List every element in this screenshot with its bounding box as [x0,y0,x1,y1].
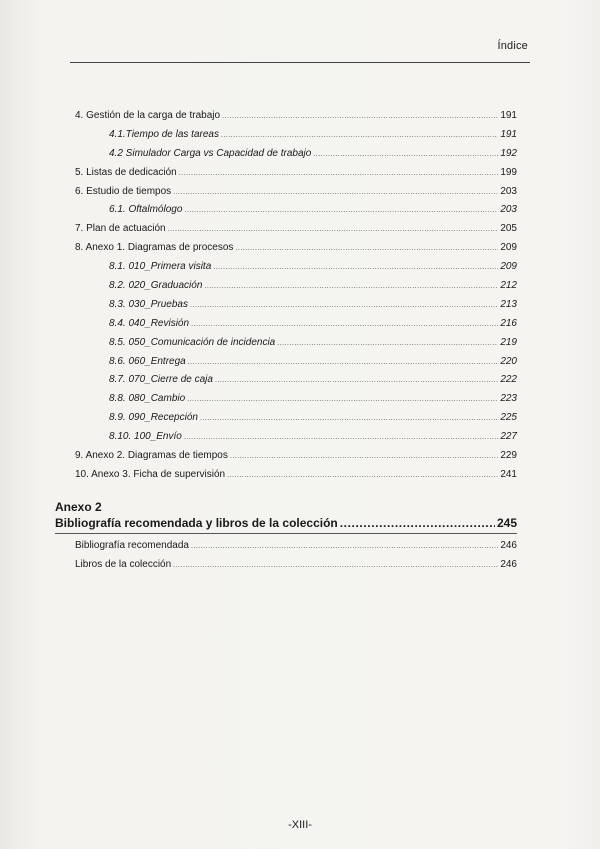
toc-entry-page: 219 [500,336,517,348]
toc-entry-page: 213 [500,298,517,310]
table-of-contents [75,107,517,485]
toc-entry[interactable] [75,296,517,315]
toc-entry-label: 4.1.Tiempo de las tareas [109,128,219,140]
toc-entry-page: 205 [500,223,517,235]
toc-entry[interactable] [75,536,517,555]
dot-leader [168,221,499,240]
toc-entry-page: 209 [500,242,517,254]
dot-leader [188,354,499,373]
dot-leader [173,184,498,203]
toc-entry-label: 8.9. 090_Recepción [109,412,198,424]
toc-entry-page: 225 [500,412,517,424]
annex-section [55,499,517,574]
toc-entry-page: 241 [500,468,517,480]
annex-title: Anexo 2 [55,500,102,514]
dot-leader [204,278,498,297]
dot-leader [230,448,498,467]
toc-entry-label: 8.4. 040_Revisión [109,317,190,329]
toc-entry[interactable] [75,220,517,239]
dot-leader [222,108,498,127]
toc-entry[interactable] [75,390,517,409]
running-header: Índice [497,40,528,52]
toc-entry-label: 8.10. 100_Envío [109,431,182,443]
dot-leader [340,515,495,531]
dot-leader [235,240,498,259]
annex-heading: Bibliografía recomendada y libros de la colección [55,516,338,530]
dot-leader [187,391,498,410]
toc-entry-page: 191 [500,128,517,140]
toc-entry-page: 209 [500,261,517,273]
toc-entry-label: 8. Anexo 1. Diagramas de procesos [75,242,234,254]
toc-entry-label: 4.2 Simulador Carga vs Capacidad de trabajo [109,147,312,159]
toc-entry[interactable] [75,164,517,183]
toc-entry[interactable] [75,107,517,126]
toc-entry[interactable] [75,239,517,258]
dot-leader [200,410,498,429]
toc-entry-page: 246 [500,559,517,570]
dot-leader [190,297,498,316]
toc-entry-page: 192 [500,147,517,159]
toc-entry[interactable] [75,371,517,390]
dot-leader [191,316,498,335]
toc-entry[interactable] [75,145,517,164]
toc-entry-label: 7. Plan de actuación [75,223,166,235]
dot-leader [191,537,498,556]
toc-entry-label: 8.2. 020_Graduación [109,280,203,292]
toc-entry[interactable] [75,258,517,277]
toc-entry[interactable] [75,183,517,202]
toc-entry[interactable] [75,555,517,574]
toc-entry[interactable] [75,315,517,334]
dot-leader [221,127,498,146]
annex-heading-page: 245 [496,516,517,530]
toc-entry-page: 216 [500,317,517,329]
toc-entry-page: 227 [500,431,517,443]
toc-entry-label: 8.6. 060_Entrega [109,355,186,367]
toc-entry-label: 6. Estudio de tiempos [75,185,172,197]
toc-entry-label: 10. Anexo 3. Ficha de supervisión [75,468,226,480]
dot-leader [313,146,498,165]
toc-entry-label: 8.1. 010_Primera visita [109,261,212,273]
toc-entry[interactable] [75,466,517,485]
dot-leader [277,335,498,354]
toc-entry-page: 203 [500,204,517,216]
toc-entry[interactable] [75,447,517,466]
toc-entry-label: 8.5. 050_Comunicación de incidencia [109,336,276,348]
toc-entry-page: 246 [500,540,517,551]
toc-entry-page: 191 [500,110,517,121]
toc-entry-page: 212 [500,280,517,292]
toc-entry[interactable] [75,201,517,220]
dot-leader [179,165,499,184]
dot-leader [227,467,498,486]
annex-items [55,536,517,574]
toc-entry-page: 223 [500,393,517,405]
toc-entry-page: 220 [500,355,517,367]
toc-entry-page: 229 [500,450,517,462]
toc-entry[interactable] [75,353,517,372]
toc-entry-page: 222 [500,374,517,386]
toc-entry-label: 8.3. 030_Pruebas [109,298,188,310]
annex-rule [55,533,517,534]
toc-entry-label: 6.1. Oftalmólogo [109,204,183,216]
header-rule [70,62,530,63]
toc-entry-label: Libros de la colección [75,559,172,570]
dot-leader [184,202,498,221]
toc-entry[interactable] [75,126,517,145]
toc-entry[interactable] [75,277,517,296]
toc-entry-label: 8.8. 080_Cambio [109,393,186,405]
dot-leader [213,259,498,278]
toc-entry-label: 8.7. 070_Cierre de caja [109,374,213,386]
dot-leader [215,372,498,391]
dot-leader [173,556,498,575]
toc-entry[interactable] [75,428,517,447]
page-number: -XIII- [288,819,312,831]
toc-entry-label: 9. Anexo 2. Diagramas de tiempos [75,450,228,462]
annex-heading-entry[interactable] [55,515,517,531]
toc-entry[interactable] [75,409,517,428]
toc-entry[interactable] [75,334,517,353]
toc-entry-label: Bibliografía recomendada [75,540,189,551]
toc-entry-label: 5. Listas de dedicación [75,166,177,178]
toc-entry-label: 4. Gestión de la carga de trabajo [75,110,221,121]
toc-entry-page: 203 [500,185,517,197]
toc-entry-page: 199 [500,166,517,178]
dot-leader [184,429,498,448]
